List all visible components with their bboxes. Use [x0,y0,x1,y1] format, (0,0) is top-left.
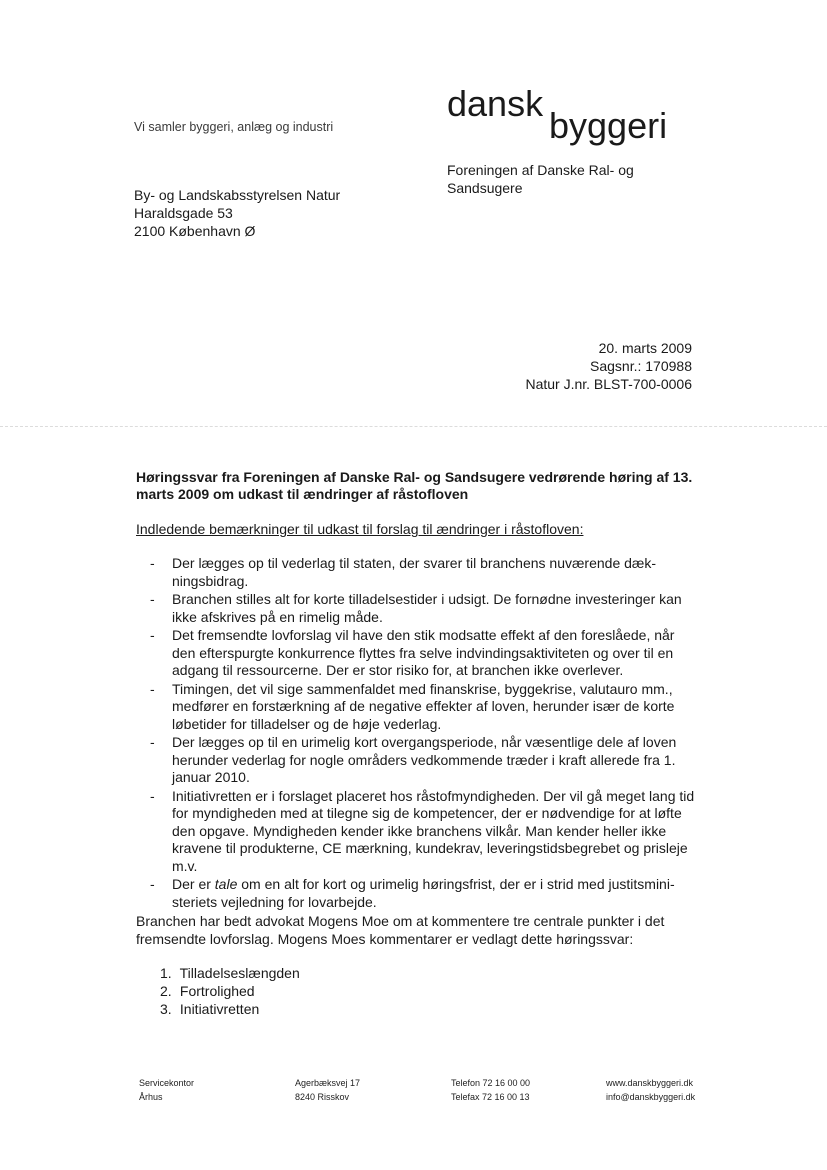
footer-postal: 8240 Risskov [295,1092,350,1102]
letter-date: 20. marts 2009 [598,340,692,356]
italic-word: tale [214,876,238,892]
list-item-text: Det fremsendte lovforslag vil have den stik modsatte effekt af den foreslåede, når den efterspurgte konkurrence flyttes fra selve indvindingsaktiviteten og over til en adgang til ressourcerne. Der er stor risiko for, at branchen ikke overlever. [172,627,675,678]
list-item-text: Der lægges op til en urimelig kort overgangsperiode, når væsentlige dele af loven herunder vederlag for nogle områders vedkommende træder i kraft allerede fra 1. januar 2010. [172,734,677,785]
sender-organization [447,161,634,197]
subject-heading: Høringssvar fra Foreningen af Danske Ral- og Sandsugere vedrørende høring af 13. marts 2009 om udkast til ændringer af råstofloven [136,469,693,502]
letter-meta [525,339,692,393]
footer-office-label: Servicekontor [139,1078,195,1088]
bullet-dash: - [150,627,155,643]
fold-line [0,426,827,427]
logo-word-byggeri: byggeri [549,105,668,146]
bullet-dash: - [150,555,155,571]
footer-fax: Telefax 72 16 00 13 [451,1092,530,1102]
footer-website-link[interactable]: www.danskbyggeri.dk [606,1078,694,1088]
item-number: 3. [160,1001,172,1017]
item-text: Initiativretten [179,1001,260,1017]
journal-number: Natur J.nr. BLST-700-0006 [525,376,692,392]
bullet-dash: - [150,591,155,607]
case-number: Sagsnr.: 170988 [590,358,692,374]
list-item [150,788,700,876]
list-item [150,591,700,626]
footer-web [606,1076,695,1104]
tagline: Vi samler byggeri, anlæg og industri [134,120,334,134]
bullet-dash: - [150,787,155,804]
item-text: Fortrolighed [179,983,255,999]
numbered-item [160,982,300,1000]
recipient-city: 2100 København Ø [134,223,256,239]
remarks-list [150,555,700,912]
body-paragraph: Branchen har bedt advokat Mogens Moe om at kommentere tre centrale punkter i det fremsendte lovforslag. Mogens Moes kommentarer er vedlagt dette høringssvar: [136,913,665,947]
footer-office-city: Århus [139,1092,163,1102]
footer-phone-fax [451,1076,530,1104]
list-item-text: Initiativretten er i forslaget placeret hos råstofmyndigheden. Der vil gå meget lang tid for myndigheden med at tilegne sig de kompetencer, der er nødvendige for at løfte den opgave. Myndigheden kender ikke branchens vilkår. Man kender heller ikke kravene til produkterne, CE mærkning, kundekrav, leveringstidsbegrebet og prisleje m.v. [172,787,695,874]
footer-email-link[interactable]: info@danskbyggeri.dk [606,1092,696,1102]
list-item-text: Branchen stilles alt for korte tilladelsestider i udsigt. De fornødne investeringer kan ikke afskrives på en rimelig måde. [172,591,682,625]
footer-address [295,1076,360,1104]
logo-graphic [447,86,697,148]
list-item-text: Der lægges op til vederlag til staten, der svarer til branchens nuværende dæk-ningsbidrag. [172,555,657,589]
intro-heading: Indledende bemærkninger til udkast til forslag til ændringer i råstofloven: [136,521,584,537]
recipient-address [134,186,340,240]
footer-street: Agerbæksvej 17 [295,1078,361,1088]
text-run: om en alt for kort og urimelig høringsfrist, der er i strid med justitsmini-steriets vejledning for lovarbejde. [172,876,675,910]
list-item [150,627,700,680]
item-number: 1. [160,965,172,981]
dansk-byggeri-logo [447,86,697,148]
numbered-item [160,964,300,982]
recipient-street: Haraldsgade 53 [134,205,233,221]
recipient-name: By- og Landskabsstyrelsen Natur [134,187,341,203]
bullet-dash: - [150,734,155,750]
list-item-text [172,876,675,910]
numbered-item [160,1000,300,1018]
bullet-dash: - [150,680,155,697]
list-item [150,681,700,734]
item-number: 2. [160,983,172,999]
list-item [150,876,700,911]
numbered-list [160,964,300,1018]
logo-word-dansk: dansk [447,86,544,124]
org-line-1: Foreningen af Danske Ral- og [447,162,634,178]
text-run: Der er [172,876,215,892]
bullet-dash: - [150,876,155,892]
item-text: Tilladelseslængden [179,965,300,981]
footer-phone: Telefon 72 16 00 00 [451,1078,531,1088]
list-item [150,734,700,787]
list-item-text: Timingen, det vil sige sammenfaldet med finanskrise, byggekrise, valutauro mm., medfører en forstærkning af de negative effekter af loven, herunder især de korte løbetider for tilladelser og de høje vederlag. [172,680,675,732]
org-line-2: Sandsugere [447,180,523,196]
list-item [150,555,700,590]
footer-office [139,1076,194,1104]
